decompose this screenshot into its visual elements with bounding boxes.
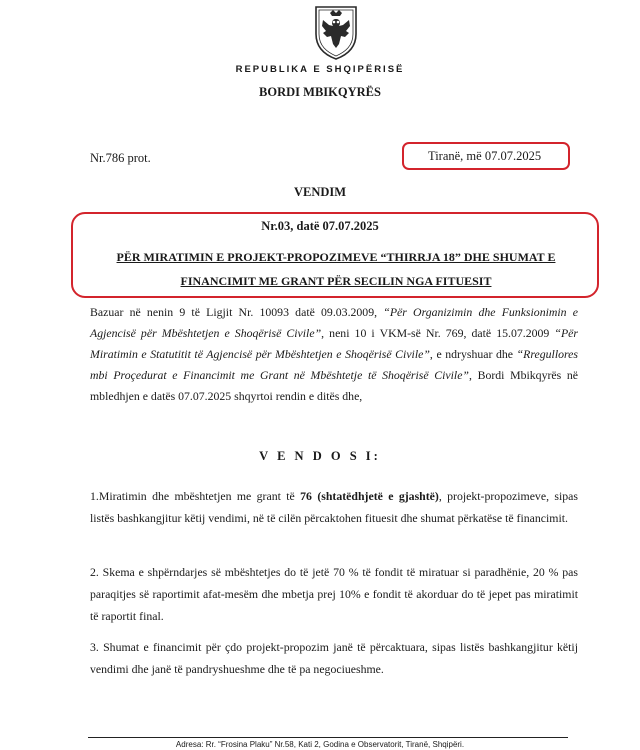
decision-point-1 bbox=[90, 485, 578, 529]
preamble-law-title: “Për Organizimin dhe Funksionimin e Agjencisë për Mbështetjen e Shoqërisë Civile” bbox=[90, 305, 578, 340]
point-1-text-a: 1.Miratimin dhe mbështetjen me grant të bbox=[90, 489, 301, 503]
decision-number: Nr.03, datë 07.07.2025 bbox=[261, 219, 379, 233]
decision-point-3: 3. Shumat e financimit për çdo projekt-propozim janë të përcaktuara, sipas listës bashkangjitur këtij vendimi dhe janë të pandryshueshme dhe të pa negociueshme. bbox=[90, 640, 578, 676]
coat-of-arms-icon bbox=[313, 4, 359, 60]
point-1-count: 76 (shtatëdhjetë e gjashtë) bbox=[300, 489, 439, 503]
board-heading: BORDI MBIKQYRËS bbox=[259, 85, 381, 99]
republic-heading: REPUBLIKA E SHQIPËRISË bbox=[235, 64, 405, 75]
decision-point-2: 2. Skema e shpërndarjes së mbështetjes do të jetë 70 % të fondit të miratuar si paradhënie, 20 % pas paraqitjes së raportimit afat-mesëm dhe mbetja prej 10% e fondit të akorduar do të jepet pas miratimit të raportit final. bbox=[90, 565, 578, 623]
subject-line-1: PËR MIRATIMIN E PROJEKT-PROPOZIMEVE “THIRRJA 18” DHE SHUMAT E bbox=[116, 250, 556, 264]
preamble-text-2: , neni 10 i VKM-së Nr. 769, datë 15.07.2009 bbox=[321, 326, 555, 340]
preamble-text-3: , e ndryshuar dhe bbox=[429, 347, 517, 361]
footer-address: Adresa: Rr. “Frosina Plaku” Nr.58, Kati 2, Godina e Observatorit, Tiranë, Shqipëri. bbox=[175, 740, 465, 749]
preamble-text-1: Bazuar në nenin 9 të Ligjit Nr. 10093 datë 09.03.2009, bbox=[90, 305, 384, 319]
place-date: Tiranë, më 07.07.2025 bbox=[428, 149, 542, 163]
preamble-regulation-title: “Rregullores mbi Proçedurat e Financimit me Grant në Mbështetje të Shoqërisë Civile” bbox=[90, 347, 578, 382]
preamble-paragraph bbox=[90, 302, 578, 407]
preamble-statute-title: “Për Miratimin e Statutitit të Agjencisë për Mbështetjen e Shoqërisë Civile” bbox=[90, 326, 578, 361]
decision-subject bbox=[80, 245, 592, 293]
protocol-number: Nr.786 prot. bbox=[90, 151, 151, 165]
decides-heading: V E N D O S I: bbox=[259, 449, 381, 463]
preamble-text-4: , Bordi Mbikqyrës në mbledhjen e datës 07.07.2025 shqyrtoi rendin e ditës dhe, bbox=[90, 368, 578, 403]
document-title: VENDIM bbox=[293, 185, 347, 199]
footer-divider bbox=[88, 737, 568, 738]
point-1-text-b: , projekt-propozimeve, sipas listës bashkangjitur këtij vendimi, në të cilën përcaktohen fituesit dhe shumat përkatëse të financimit. bbox=[90, 489, 578, 525]
date-highlight-box bbox=[402, 142, 570, 170]
subject-line-2: FINANCIMIT ME GRANT PËR SECILIN NGA FITUESIT bbox=[180, 274, 492, 288]
